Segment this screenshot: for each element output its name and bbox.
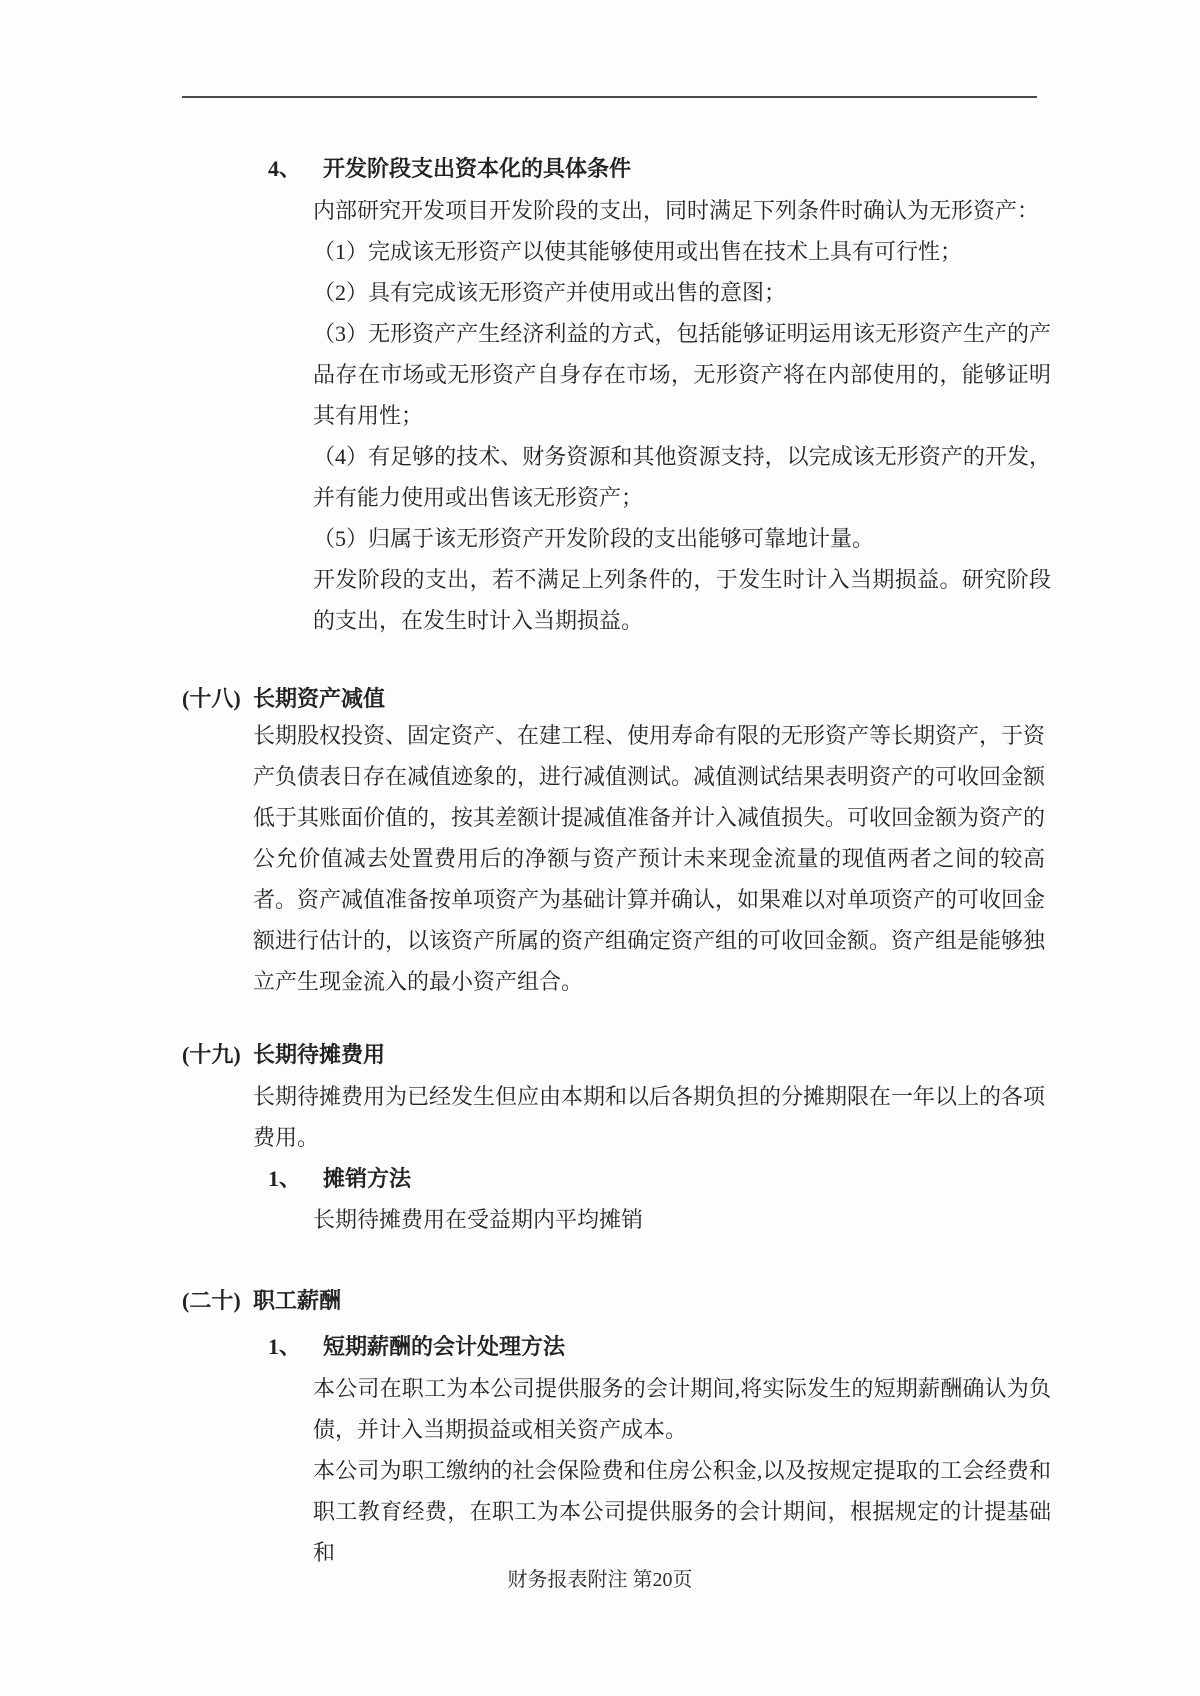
section-20-sub-heading [268, 1326, 565, 1367]
paragraph: 本公司在职工为本公司提供服务的会计期间,将实际发生的短期薪酬确认为负债，并计入当期损益或相关资产成本。 [313, 1376, 1051, 1442]
paragraph: （4）有足够的技术、财务资源和其他资源支持，以完成该无形资产的开发，并有能力使用或出售该无形资产； [313, 444, 1051, 510]
section-label: (十九) [182, 1042, 241, 1067]
section-19-body [253, 1076, 1045, 1158]
paragraph: 内部研究开发项目开发阶段的支出，同时满足下列条件时确认为无形资产： [313, 198, 1040, 223]
paragraph: 长期股权投资、固定资产、在建工程、使用寿命有限的无形资产等长期资产，于资产负债表日存在减值迹象的，进行减值测试。减值测试结果表明资产的可收回金额低于其账面价值的，按其差额计提减值准备并计入减值损失。可收回金额为资产的公允价值减去处置费用后的净额与资产预计未来现金流量的现值两者之间的较高者。资产减值准备按单项资产为基础计算并确认，如果难以对单项资产的可收回金额进行估计的，以该资产所属的资产组确定资产组的可收回金额。资产组是能够独立产生现金流入的最小资产组合。 [253, 723, 1046, 994]
section-20-heading [182, 1280, 341, 1321]
section-label: (十八) [182, 686, 241, 711]
section-19-sub-heading [268, 1158, 411, 1199]
paragraph: 长期待摊费用在受益期内平均摊销 [313, 1207, 644, 1232]
section-label: (二十) [182, 1288, 241, 1313]
subsection-number: 4、 [268, 156, 302, 181]
section-18-body [253, 715, 1045, 1002]
section-19-heading [182, 1034, 385, 1075]
subsection-4-body [313, 190, 1051, 641]
section-20-sub-body [313, 1368, 1051, 1573]
paragraph: （5）归属于该无形资产开发阶段的支出能够可靠地计量。 [313, 526, 875, 551]
page-footer: 财务报表附注 第20页 [507, 1569, 693, 1591]
paragraph: 本公司为职工缴纳的社会保险费和住房公积金,以及按规定提取的工会经费和职工教育经费，在职工为本公司提供服务的会计期间，根据规定的计提基础和 [313, 1458, 1051, 1565]
subsection-title: 短期薪酬的会计处理方法 [323, 1334, 566, 1359]
paragraph: 开发阶段的支出，若不满足上列条件的，于发生时计入当期损益。研究阶段的支出，在发生时计入当期损益。 [313, 567, 1051, 633]
subsection-4-heading [268, 148, 631, 189]
subsection-number: 1、 [268, 1166, 302, 1191]
paragraph: （3）无形资产产生经济利益的方式，包括能够证明运用该无形资产生产的产品存在市场或无形资产自身存在市场，无形资产将在内部使用的，能够证明其有用性； [313, 321, 1051, 428]
section-title: 长期资产减值 [253, 686, 386, 711]
section-title: 长期待摊费用 [253, 1042, 386, 1067]
subsection-title: 摊销方法 [323, 1166, 412, 1191]
header-rule [182, 96, 1037, 98]
subsection-title: 开发阶段支出资本化的具体条件 [323, 156, 632, 181]
paragraph: 长期待摊费用为已经发生但应由本期和以后各期负担的分摊期限在一年以上的各项费用。 [253, 1084, 1046, 1150]
section-title: 职工薪酬 [253, 1288, 342, 1313]
subsection-number: 1、 [268, 1334, 302, 1359]
paragraph: （2）具有完成该无形资产并使用或出售的意图； [313, 280, 787, 305]
section-19-sub-body [313, 1199, 1051, 1240]
section-18-heading [182, 678, 385, 719]
paragraph: （1）完成该无形资产以使其能够使用或出售在技术上具有可行性； [313, 239, 963, 264]
